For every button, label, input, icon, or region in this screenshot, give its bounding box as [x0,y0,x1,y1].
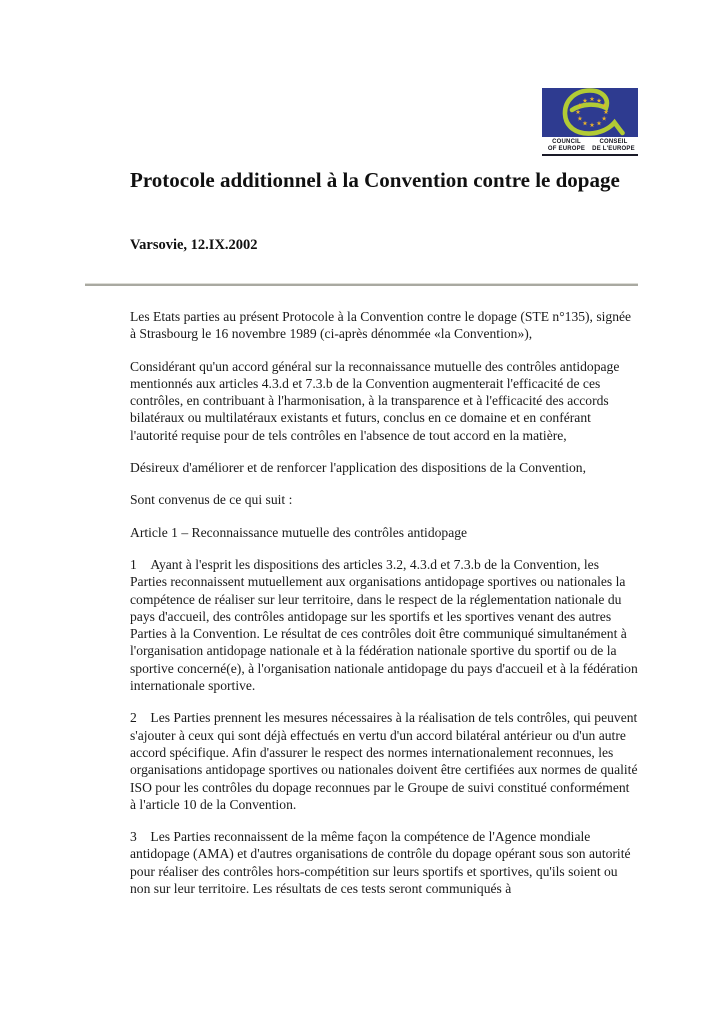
document-date-line: Varsovie, 12.IX.2002 [130,237,258,253]
logo-label-fr-line1: CONSEIL [599,139,628,145]
flag-field [542,88,638,137]
paragraph-preamble-considerant: Considérant qu'un accord général sur la reconnaissance mutuelle des contrôles antidopage mentionnés aux articles 4.3.d et 7.3.b de la Convention augmenterait l'efficacité de ces contrôles, en contribuant à l'harmonisation, à la transparence et à l'efficacité des accords bilatéraux ou multilatéraux existants et futurs, conclus en ce domaine et en conférant l'autorité requise pour de tels contrôles en l'absence de tout accord en la matière, [130,358,620,443]
paragraph-article-1-clause-1: 1 Ayant à l'esprit les dispositions des articles 3.2, 4.3.d et 7.3.b de la Convention, les Parties reconnaissent mutuellement aux organisations antidopage sportives ou nationales la compétence de réaliser sur leur territoire, dans le respect de la réglementation nationale du pays d'accueil, des contrôles antidopage sur les sportifs et les sportives venant des autres Parties à la Convention. Le résultat de ces contrôles doit être communiqué simultanément à l'organisation antidopage nationale et à la fédération nationale sportive du sportif ou de la sportive concerné(e), à l'organisation nationale antidopage du pays d'accueil et à la fédération internationale sportive. [130,556,638,694]
paragraph-article-1-clause-2: 2 Les Parties prennent les mesures nécessaires à la réalisation de tels contrôles, qui peuvent s'ajouter à ceux qui sont déjà effectués en vertu d'un accord bilatéral antérieur ou d'un autre accord spécifique. Afin d'assurer le respect des normes internationalement reconnues, les organisations antidopage sportives ou nationales doivent être certifiées aux normes de qualité ISO pour les contrôles du dopage reconnues par le Groupe de suivi constitué conformément à l'article 10 de la Convention. [130,710,638,812]
document-body [130,308,638,912]
paragraph-article-1-clause-3: 3 Les Parties reconnaissent de la même façon la compétence de l'Agence mondiale antidopage (AMA) et d'autres organisations de contrôle du dopage opérant sous son autorité pour réaliser des contrôles hors-compétition sur leurs sportifs et sportives, qu'ils soient ou non sur leur territoire. Les résultats de ces tests seront communiqués à [130,829,631,897]
logo-label-en-line2: OF EUROPE [547,145,586,152]
coe-emblem-icon [542,88,638,137]
document-title: Protocole additionnel à la Convention contre le dopage [130,168,620,192]
paragraph-article-1-heading: Article 1 – Reconnaissance mutuelle des contrôles antidopage [130,524,468,540]
logo-label-french [590,139,637,152]
horizontal-divider [85,283,638,286]
council-of-europe-logo [542,88,638,156]
logo-label-english [543,139,590,152]
paragraph-agreement-lead-in: Sont convenus de ce qui suit : [130,492,293,508]
logo-labels [542,139,638,152]
logo-label-fr-line2: DE L'EUROPE [592,145,635,152]
paragraph-preamble-desireux: Désireux d'améliorer et de renforcer l'application des dispositions de la Convention, [130,460,587,476]
logo-label-en-line1: COUNCIL [552,139,581,145]
paragraph-preamble-parties: Les Etats parties au présent Protocole à la Convention contre le dopage (STE n°135), signée à Strasbourg le 16 novembre 1989 (ci-après dénommée «la Convention»), [130,309,632,342]
logo-underline [542,154,638,156]
